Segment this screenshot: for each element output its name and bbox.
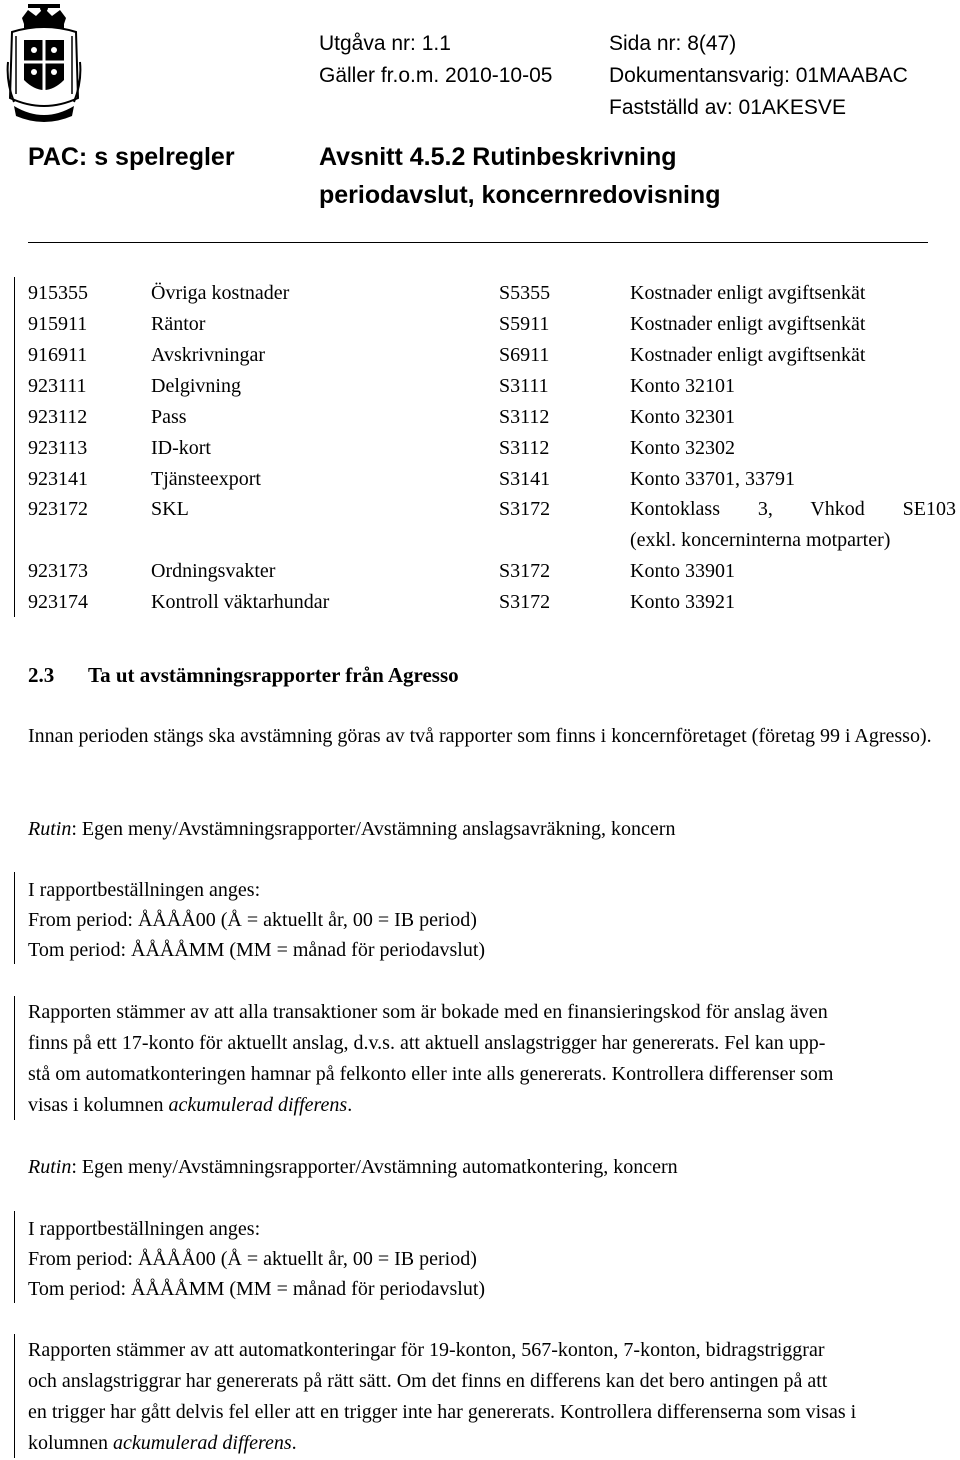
change-bar — [14, 277, 15, 617]
section-title: Ta ut avstämningsrapporter från Agresso — [88, 663, 459, 687]
order-heading: I rapportbeställningen anges: — [28, 1218, 261, 1240]
from-period-line: From period: ÅÅÅÅ00 (Å = aktuellt år, 00 = IB period) — [28, 1248, 477, 1270]
change-bar — [14, 996, 15, 1120]
rutin-label: Rutin — [28, 818, 72, 840]
document-title: PAC: s spelregler — [28, 143, 235, 171]
report2-line-last: kolumnen ackumulerad differens. — [28, 1432, 297, 1454]
change-bar — [14, 872, 15, 964]
report2-line: och anslagstriggrar har genererats på rätt sätt. Om det finns en differens kan det bero antingen på att — [28, 1370, 828, 1392]
valid-from-label: Gäller fr.o.m. 2010-10-05 — [319, 64, 553, 87]
from-period-line: From period: ÅÅÅÅ00 (Å = aktuellt år, 00 = IB period) — [28, 909, 477, 931]
header-divider — [28, 242, 928, 243]
rutin-line-2: Rutin: Egen meny/Avstämningsrapporter/Avstämning automatkontering, koncern — [28, 1156, 678, 1178]
page-number-label: Sida nr: 8(47) — [609, 32, 737, 55]
section-number: 2.3 — [28, 663, 55, 687]
report2-line: Rapporten stämmer av att automatkonteringar för 19-konton, 567-konton, 7-konton, bidragstriggrar — [28, 1339, 825, 1361]
approved-by-label: Fastställd av: 01AKESVE — [609, 96, 846, 119]
edition-label: Utgåva nr: 1.1 — [319, 32, 451, 55]
section-heading-line1: Avsnitt 4.5.2 Rutinbeskrivning — [319, 143, 677, 171]
report2-line: en trigger har gått delvis fel eller att en trigger inte har genererats. Kontrollera differenserna som visas i — [28, 1401, 857, 1423]
coat-of-arms-logo — [6, 2, 82, 128]
report1-line: Rapporten stämmer av att alla transaktioner som är bokade med en finansieringskod för anslag även — [28, 1001, 828, 1023]
rutin-line-1: Rutin: Egen meny/Avstämningsrapporter/Avstämning anslagsavräkning, koncern — [28, 818, 676, 840]
section-heading-line2: periodavslut, koncernredovisning — [319, 181, 721, 209]
change-bar — [14, 1211, 15, 1303]
table-cell-kontoklass: Kontoklass 3, Vhkod SE103 — [630, 498, 956, 520]
document-owner-label: Dokumentansvarig: 01MAABAC — [609, 64, 908, 87]
report1-line: finns på ett 17-konto för aktuellt anslag, d.v.s. att aktuell anslagstrigger har genererats. Fel kan upp- — [28, 1032, 826, 1054]
intro-paragraph: Innan perioden stängs ska avstämning göras av två rapporter som finns i koncernföretaget (företag 99 i Agresso). — [28, 725, 932, 747]
tom-period-line: Tom period: ÅÅÅÅMM (MM = månad för periodavslut) — [28, 939, 486, 961]
report1-line-last: visas i kolumnen ackumulerad differens. — [28, 1094, 353, 1116]
report1-line: stå om automatkonteringen hamnar på felkonto eller inte alls genererats. Kontrollera differenser som — [28, 1063, 834, 1085]
tom-period-line: Tom period: ÅÅÅÅMM (MM = månad för periodavslut) — [28, 1278, 486, 1300]
table-cell-continuation: (exkl. koncerninterna motparter) — [630, 529, 891, 551]
change-bar — [14, 1334, 15, 1458]
order-heading: I rapportbeställningen anges: — [28, 879, 261, 901]
